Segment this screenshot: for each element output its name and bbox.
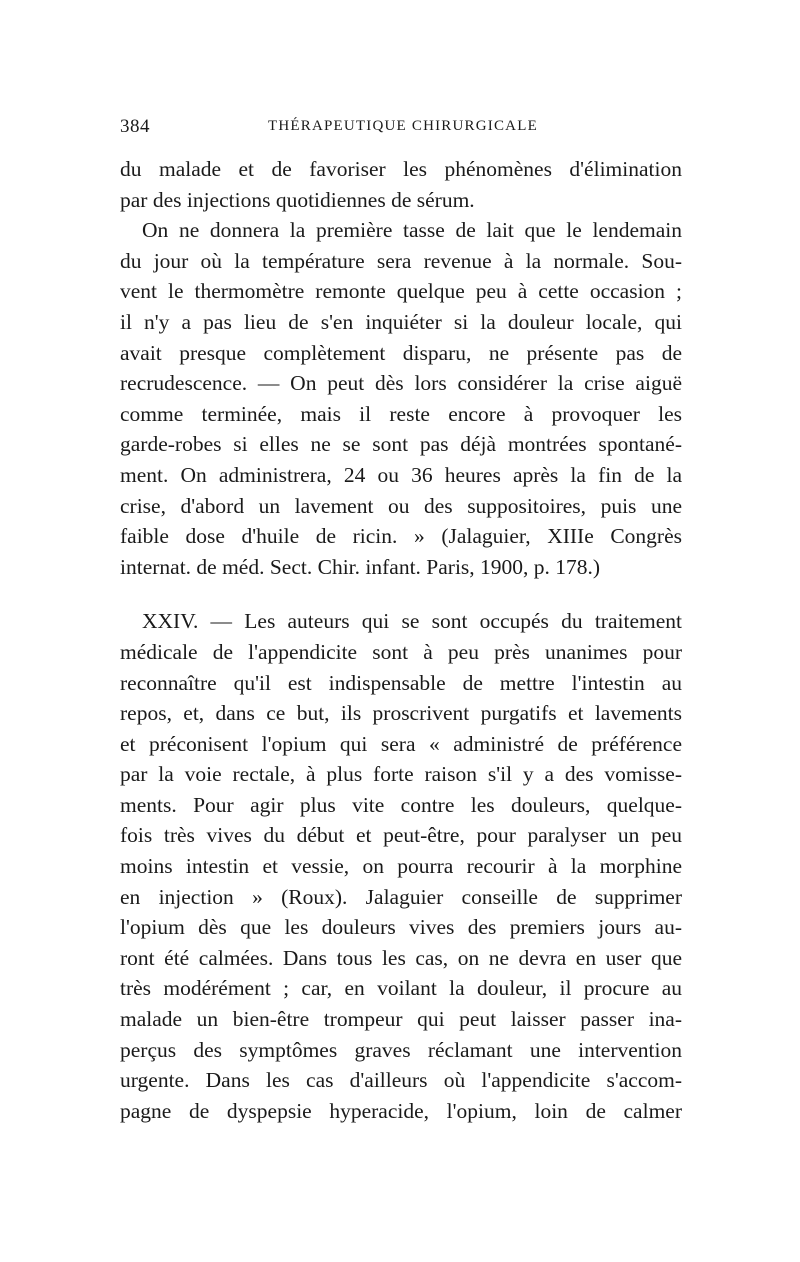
text-line: garde-robes si elles ne se sont pas déjà montrées spontané- xyxy=(120,432,682,457)
text-line: urgente. Dans les cas d'ailleurs où l'appendicite s'accom- xyxy=(120,1068,682,1093)
paragraph-section-xxiv xyxy=(120,606,682,1126)
text-line: XXIV. — Les auteurs qui se sont occupés du traitement xyxy=(142,609,682,634)
text-line: médicale de l'appendicite sont à peu près unanimes pour xyxy=(120,639,682,664)
text-line: par la voie rectale, à plus forte raison s'il y a des vomisse- xyxy=(120,762,682,787)
book-page xyxy=(120,112,682,1126)
text-line: vent le thermomètre remonte quelque peu à cette occasion ; xyxy=(120,279,682,304)
paragraph-continuation xyxy=(120,154,682,215)
text-line: par des injections quotidiennes de sérum. xyxy=(120,187,475,212)
text-line: du jour où la température sera revenue à la normale. Sou- xyxy=(120,248,682,273)
text-line: internat. de méd. Sect. Chir. infant. Paris, 1900, p. 178.) xyxy=(120,554,601,579)
text-line: très modérément ; car, en voilant la douleur, il procure au xyxy=(120,976,682,1001)
text-line: faible dose d'huile de ricin. » (Jalaguier, XIIIe Congrès xyxy=(120,524,682,549)
text-line: du malade et de favoriser les phénomènes d'élimination xyxy=(120,157,682,181)
text-line: reconnaître qu'il est indispensable de mettre l'intestin au xyxy=(120,670,682,695)
text-line: comme terminée, mais il reste encore à provoquer les xyxy=(120,401,682,426)
running-header xyxy=(120,112,682,142)
text-line: et préconisent l'opium qui sera « administré de préférence xyxy=(120,731,682,756)
text-line: repos, et, dans ce but, ils proscrivent purgatifs et lavements xyxy=(120,701,682,726)
body-text xyxy=(120,154,682,1126)
page-number: 384 xyxy=(120,116,150,137)
text-line: ront été calmées. Dans tous les cas, on ne devra en user que xyxy=(120,945,682,970)
text-line: On ne donnera la première tasse de lait que le lendemain xyxy=(142,218,682,243)
text-line: en injection » (Roux). Jalaguier conseille de supprimer xyxy=(120,884,682,909)
text-line: recrudescence. — On peut dès lors considérer la crise aiguë xyxy=(120,371,682,396)
text-line: malade un bien-être trompeur qui peut laisser passer ina- xyxy=(120,1007,682,1032)
text-line: ments. Pour agir plus vite contre les douleurs, quelque- xyxy=(120,792,682,817)
text-line: avait presque complètement disparu, ne présente pas de xyxy=(120,340,682,365)
text-line: il n'y a pas lieu de s'en inquiéter si la douleur locale, qui xyxy=(120,309,682,334)
paragraph-gap xyxy=(120,582,682,606)
text-line: moins intestin et vessie, on pourra recourir à la morphine xyxy=(120,854,682,879)
running-title: THÉRAPEUTIQUE CHIRURGICALE xyxy=(268,118,538,134)
text-line: perçus des symptômes graves réclamant une intervention xyxy=(120,1037,682,1062)
paragraph-quote xyxy=(120,215,682,582)
text-line: crise, d'abord un lavement ou des suppositoires, puis une xyxy=(120,493,682,518)
text-line: fois très vives du début et peut-être, pour paralyser un peu xyxy=(120,823,682,848)
text-line: l'opium dès que les douleurs vives des premiers jours au- xyxy=(120,915,682,940)
text-line: ment. On administrera, 24 ou 36 heures après la fin de la xyxy=(120,462,682,487)
text-line: pagne de dyspepsie hyperacide, l'opium, loin de calmer xyxy=(120,1098,682,1123)
